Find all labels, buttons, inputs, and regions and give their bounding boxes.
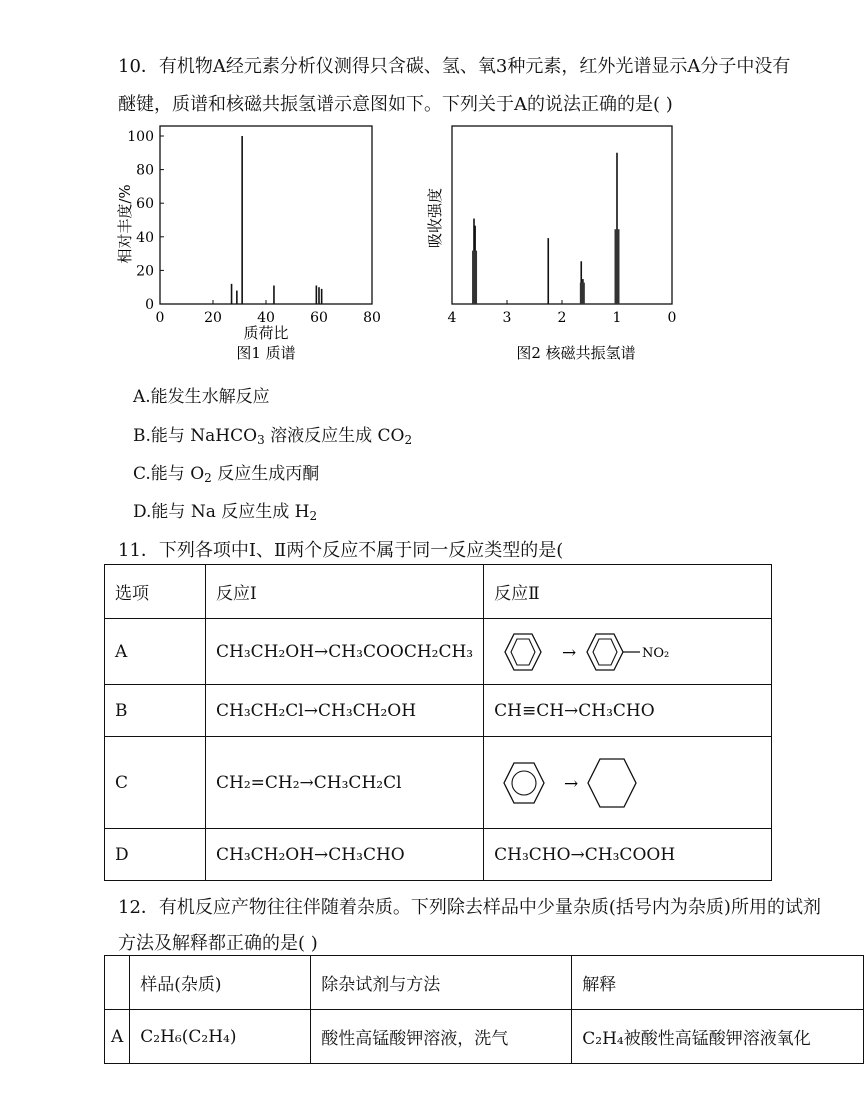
reaction-1: CH₂=CH₂→CH₃CH₂Cl [206, 737, 484, 829]
mass-spectrum-ylabel: 相对丰度/% [116, 184, 134, 264]
x-tick-label: 80 [363, 310, 381, 326]
reason-cell: C₂H₄被酸性高锰酸钾溶液氧化 [572, 1010, 864, 1064]
benzene-nitration-diagram [494, 626, 684, 678]
table-header: 反应Ⅱ [484, 565, 772, 619]
x-tick-label: 4 [447, 310, 457, 326]
reaction-2 [484, 619, 772, 685]
table-row [105, 685, 772, 737]
method-cell: 酸性高锰酸钾溶液，洗气 [311, 1010, 572, 1064]
y-tick-label: 80 [136, 162, 154, 179]
x-tick-label: 0 [155, 310, 165, 326]
table-header-row [105, 956, 864, 1010]
y-tick-label: 20 [136, 263, 154, 280]
reaction-1: CH₃CH₂Cl→CH₃CH₂OH [206, 685, 484, 737]
benzene-hydrogenation-diagram [494, 753, 654, 813]
nmr-spectrum-ylabel: 吸收强度 [426, 187, 444, 249]
q12-table [104, 955, 864, 1064]
q11-text: 11．下列各项中Ⅰ、Ⅱ两个反应不属于同一反应类型的是( [118, 540, 564, 561]
q10-option-d: D.能与 Na 反应生成 $H_2$ [133, 502, 318, 523]
table-header: 除杂试剂与方法 [311, 956, 572, 1010]
table-header: 解释 [572, 956, 864, 1010]
table-row [105, 1010, 864, 1064]
row-option: D [105, 829, 206, 881]
y-tick-label: 100 [127, 129, 154, 145]
table-row [105, 829, 772, 881]
reaction-arrow: → [562, 642, 577, 663]
row-option: A [105, 1010, 130, 1064]
q10-option-a: A.能发生水解反应 [133, 387, 270, 407]
reaction-1: CH₃CH₂OH→CH₃CHO [206, 829, 484, 881]
q11-table [104, 564, 772, 881]
q12-text-line1: 12．有机反应产物往往伴随着杂质。下列除去样品中少量杂质(括号内为杂质)所用的试剂 [118, 897, 821, 918]
row-option: A [105, 619, 206, 685]
x-tick-label: 20 [204, 310, 222, 326]
nitro-label: NO₂ [642, 645, 670, 661]
x-tick-label: 60 [310, 310, 328, 326]
reaction-2 [484, 737, 772, 829]
q10-option-b: B.能与 NaHCO$_3$ 溶液反应生成 $CO_2$ [133, 426, 413, 447]
nmr-spectrum-caption: 图2 核磁共振氢谱 [516, 344, 636, 362]
q12-text-line2: 方法及解释都正确的是( ) [118, 933, 318, 954]
mass-spectrum-frame [160, 126, 372, 304]
x-tick-label: 0 [667, 310, 677, 326]
reaction-1: CH₃CH₂OH→CH₃COOCH₂CH₃ [206, 619, 484, 685]
table-header-row [105, 565, 772, 619]
table-row [105, 619, 772, 685]
x-tick-label: 1 [612, 310, 622, 326]
mass-spectrum-xlabel: 质荷比 [243, 324, 289, 342]
y-tick-label: 60 [136, 196, 154, 213]
table-header: 反应Ⅰ [206, 565, 484, 619]
row-option: C [105, 737, 206, 829]
reaction-2: CH₃CHO→CH₃COOH [484, 829, 772, 881]
sample-cell: C₂H₆(C₂H₄) [130, 1010, 311, 1064]
q10-text-line1: 10．有机物A经元素分析仪测得只含碳、氢、氧3种元素，红外光谱显示A分子中没有 [118, 56, 791, 77]
nmr-spectrum-chart [410, 118, 700, 368]
reaction-2: CH≡CH→CH₃CHO [484, 685, 772, 737]
q10-option-c: C.能与 $O_2$ 反应生成丙酮 [133, 464, 320, 485]
x-tick-label: 3 [502, 310, 512, 326]
mass-spectrum-chart [110, 118, 390, 368]
y-tick-label: 0 [145, 297, 154, 313]
nmr-spectrum-frame [452, 126, 672, 304]
mass-spectrum-caption: 图1 质谱 [236, 344, 296, 362]
table-header: 选项 [105, 565, 206, 619]
q10-text-line2: 醚键，质谱和核磁共振氢谱示意图如下。下列关于A的说法正确的是( ) [118, 94, 673, 115]
y-tick-label: 40 [136, 229, 154, 246]
table-header [105, 956, 130, 1010]
row-option: B [105, 685, 206, 737]
x-tick-label: 2 [557, 310, 567, 326]
reaction-arrow: → [564, 773, 579, 794]
table-row [105, 737, 772, 829]
x-tick-label: 40 [257, 310, 275, 326]
table-header: 样品(杂质) [130, 956, 311, 1010]
